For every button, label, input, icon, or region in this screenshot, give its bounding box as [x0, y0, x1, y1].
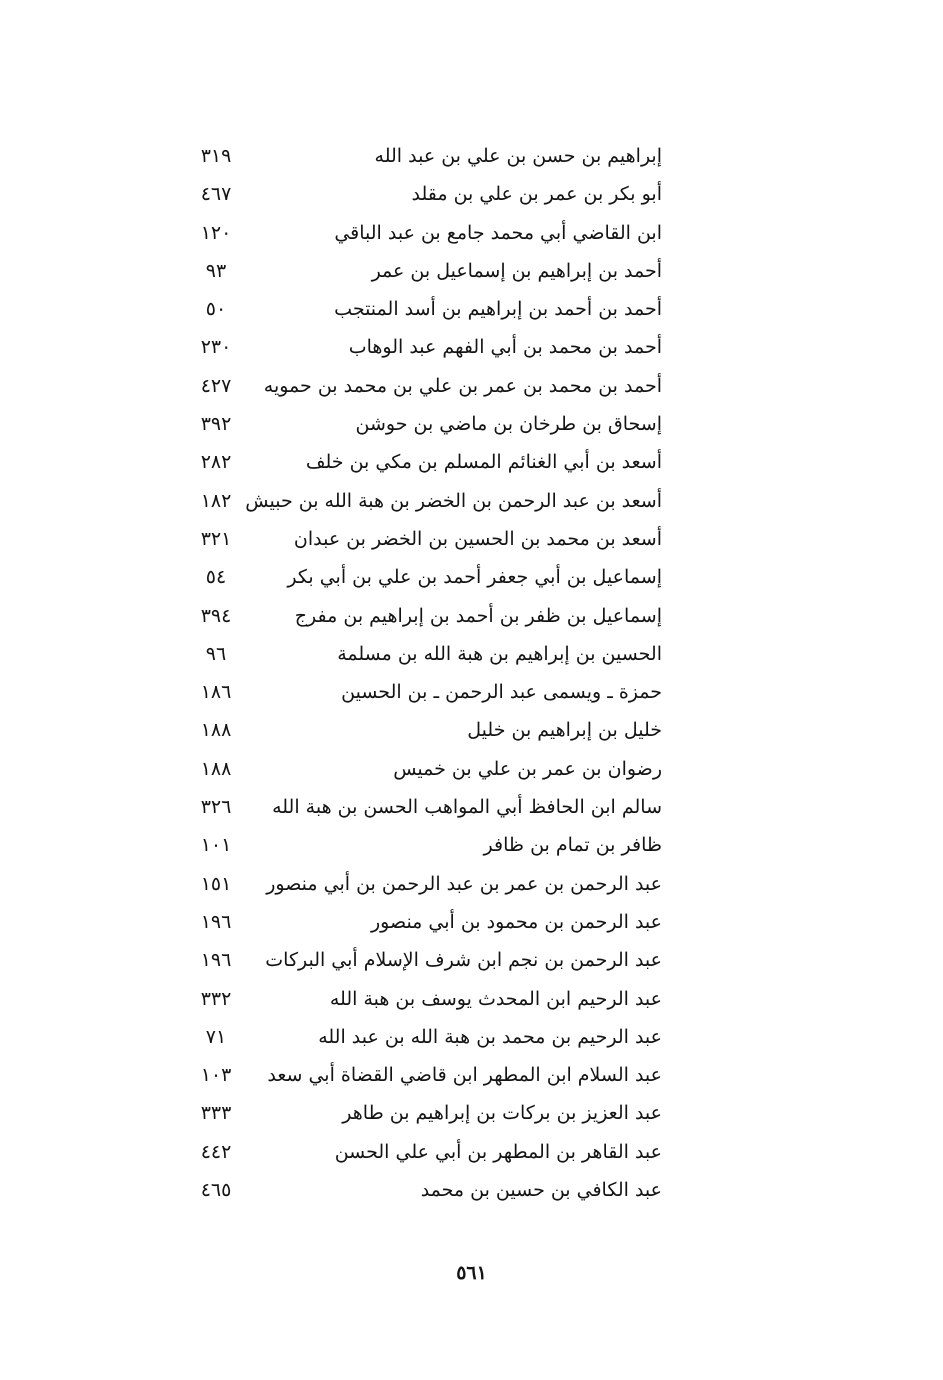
index-entry [180, 214, 670, 252]
index-entry [180, 367, 670, 405]
index-entry [180, 175, 670, 213]
index-list [180, 137, 670, 1209]
entry-name: عبد السلام ابن المطهر ابن قاضي القضاة أبي سعد [267, 1064, 662, 1087]
entry-name: الحسين بن إبراهيم بن هبة الله بن مسلمة [337, 642, 662, 665]
index-entry [180, 865, 670, 903]
entry-page-number: ٥٠ [205, 298, 227, 321]
entry-name: عبد الكافي بن حسين بن محمد [420, 1179, 662, 1202]
entry-page-number: ١٢٠ [200, 221, 232, 244]
index-entry [180, 443, 670, 481]
entry-page-number: ٤٦٧ [200, 183, 232, 206]
entry-page-number: ٣٢١ [200, 527, 232, 550]
index-entry [180, 482, 670, 520]
entry-page-number: ٣٩٢ [200, 413, 232, 436]
entry-page-number: ٣٣٢ [200, 987, 232, 1010]
index-entry [180, 826, 670, 864]
index-entry [180, 711, 670, 749]
entry-page-number: ١٩٦ [200, 949, 232, 972]
index-entry [180, 1056, 670, 1094]
entry-name: أسعد بن أبي الغنائم المسلم بن مكي بن خلف [305, 451, 662, 474]
entry-page-number: ١٨٢ [200, 489, 232, 512]
index-entry [180, 558, 670, 596]
entry-name: رضوان بن عمر بن علي بن خميس [393, 757, 662, 780]
entry-page-number: ٩٦ [205, 642, 227, 665]
entry-page-number: ٢٣٠ [200, 336, 232, 359]
entry-page-number: ٣٩٤ [200, 604, 232, 627]
entry-page-number: ٥٤ [205, 566, 227, 589]
entry-page-number: ١٨٦ [200, 681, 232, 704]
entry-name: خليل بن إبراهيم بن خليل [467, 719, 662, 742]
index-entry [180, 328, 670, 366]
entry-page-number: ١٥١ [200, 872, 232, 895]
index-entry [180, 1171, 670, 1209]
page-number: ٥٦١ [456, 1262, 487, 1284]
entry-page-number: ٣٣٣ [200, 1102, 232, 1125]
entry-name: إسحاق بن طرخان بن ماضي بن حوشن [355, 413, 662, 436]
entry-name: سالم ابن الحافظ أبي المواهب الحسن بن هبة الله [272, 796, 662, 819]
entry-name: عبد الرحمن بن عمر بن عبد الرحمن بن أبي منصور [266, 872, 662, 895]
index-entry [180, 597, 670, 635]
entry-name: عبد القاهر بن المطهر بن أبي علي الحسن [334, 1140, 662, 1163]
index-entry [180, 252, 670, 290]
index-entry [180, 1018, 670, 1056]
entry-page-number: ٤٢٧ [200, 374, 232, 397]
index-entry [180, 750, 670, 788]
entry-name: أسعد بن عبد الرحمن بن الخضر بن هبة الله بن حبيش [245, 489, 662, 512]
entry-page-number: ٤٦٥ [200, 1179, 232, 1202]
index-entry [180, 941, 670, 979]
entry-name: حمزة ـ ويسمى عبد الرحمن ـ بن الحسين [341, 681, 662, 704]
entry-page-number: ٢٨٢ [200, 451, 232, 474]
entry-name: أحمد بن إبراهيم بن إسماعيل بن عمر [371, 259, 662, 282]
entry-page-number: ٩٣ [205, 259, 227, 282]
entry-page-number: ٤٤٢ [200, 1140, 232, 1163]
entry-name: عبد الرحيم ابن المحدث يوسف بن هبة الله [329, 987, 662, 1010]
entry-name: ابن القاضي أبي محمد جامع بن عبد الباقي [334, 221, 662, 244]
entry-name: أبو بكر بن عمر بن علي بن مقلد [411, 183, 662, 206]
index-entry [180, 520, 670, 558]
entry-name: عبد الرحمن بن نجم ابن شرف الإسلام أبي البركات [265, 949, 662, 972]
index-entry [180, 673, 670, 711]
entry-name: إسماعيل بن ظفر بن أحمد بن إبراهيم بن مفرج [294, 604, 662, 627]
index-entry [180, 1133, 670, 1171]
entry-name: عبد الرحيم بن محمد بن هبة الله بن عبد الله [318, 1025, 662, 1048]
index-entry [180, 405, 670, 443]
entry-page-number: ١٨٨ [200, 757, 232, 780]
entry-name: إبراهيم بن حسن بن علي بن عبد الله [374, 145, 662, 167]
entry-page-number: ١٩٦ [200, 910, 232, 933]
entry-name: أحمد بن محمد بن أبي الفهم عبد الوهاب [348, 336, 662, 359]
index-entry [180, 903, 670, 941]
index-entry [180, 980, 670, 1018]
entry-page-number: ٣١٩ [200, 145, 232, 167]
entry-name: عبد العزيز بن بركات بن إبراهيم بن طاهر [342, 1102, 662, 1125]
index-entry [180, 290, 670, 328]
entry-page-number: ٣٢٦ [200, 796, 232, 819]
entry-page-number: ١٨٨ [200, 719, 232, 742]
index-entry [180, 137, 670, 175]
entry-name: ظافر بن تمام بن ظافر [483, 834, 662, 857]
entry-name: إسماعيل بن أبي جعفر أحمد بن علي بن أبي بكر [287, 566, 662, 589]
entry-name: عبد الرحمن بن محمود بن أبي منصور [370, 910, 662, 933]
entry-page-number: ١٠١ [200, 834, 232, 857]
entry-name: أحمد بن أحمد بن إبراهيم بن أسد المنتجب [334, 298, 662, 321]
index-entry [180, 1094, 670, 1132]
entry-page-number: ٧١ [205, 1025, 227, 1048]
index-entry [180, 635, 670, 673]
index-entry [180, 788, 670, 826]
entry-page-number: ١٠٣ [200, 1064, 232, 1087]
entry-name: أسعد بن محمد بن الحسين بن الخضر بن عبدان [293, 527, 662, 550]
entry-name: أحمد بن محمد بن عمر بن علي بن محمد بن حمويه [263, 374, 662, 397]
